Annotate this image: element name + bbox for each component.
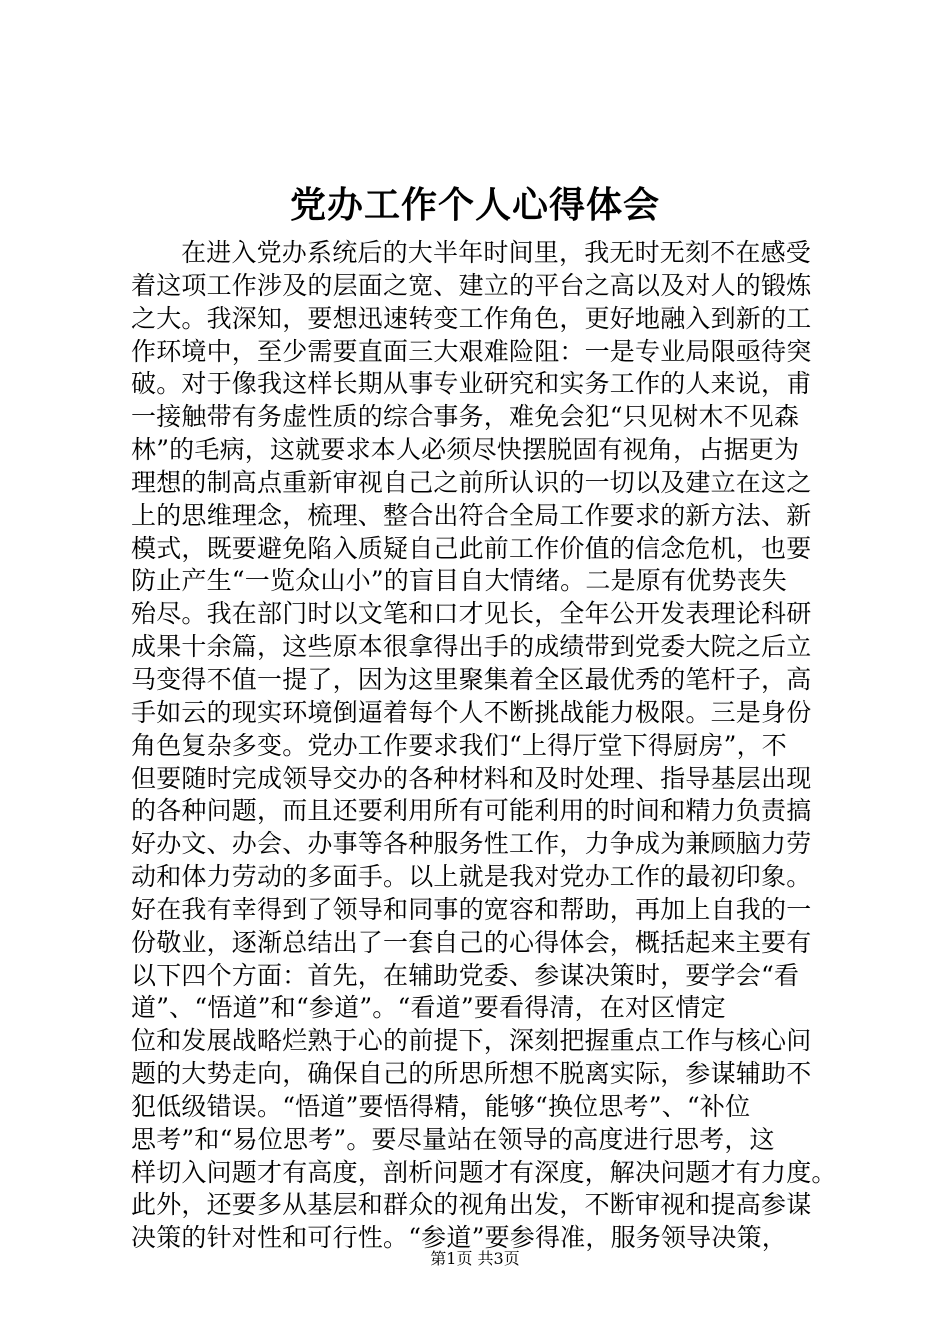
body-line: 动和体力劳动的多面手。以上就是我对党办工作的最初印象。 <box>131 862 812 892</box>
body-line: 殆尽。我在部门时以文笔和口才见长，全年公开发表理论科研 <box>131 599 812 629</box>
body-line: 手如云的现实环境倒逼着每个人不断挑战能力极限。三是身份 <box>131 697 812 727</box>
body-line: 此外，还要多从基层和群众的视角出发，不断审视和提高参谋 <box>131 1190 812 1220</box>
page-number-footer: 第1页 共3页 <box>430 1249 520 1268</box>
body-line: 题的大势走向，确保自己的所思所想不脱离实际，参谋辅助不 <box>131 1059 812 1089</box>
body-line: 破。对于像我这样长期从事专业研究和实务工作的人来说，甫 <box>131 369 812 399</box>
body-line: 样切入问题才有高度，剖析问题才有深度，解决问题才有力度。 <box>131 1157 837 1187</box>
document-body <box>131 237 837 1255</box>
body-line: 道”、“悟道”和“参道”。“看道”要看得清，在对区情定 <box>131 993 726 1023</box>
body-line: 思考”和“易位思考”。要尽量站在领导的高度进行思考，这 <box>131 1124 775 1154</box>
body-line: 但要随时完成领导交办的各种材料和及时处理、指导基层出现 <box>131 763 812 793</box>
body-line: 一接触带有务虚性质的综合事务，难免会犯“只见树木不见森 <box>131 402 800 432</box>
body-line: 角色复杂多变。党办工作要求我们“上得厅堂下得厨房”，不 <box>131 730 787 760</box>
body-line: 犯低级错误。“悟道”要悟得精，能够“换位思考”、“补位 <box>131 1091 751 1121</box>
document-title: 党办工作个人心得体会 <box>289 185 660 226</box>
body-line: 马变得不值一提了，因为这里聚集着全区最优秀的笔杆子，高 <box>131 664 812 694</box>
body-line: 模式，既要避免陷入质疑自己此前工作价值的信念危机，也要 <box>131 533 812 563</box>
body-line: 好在我有幸得到了领导和同事的宽容和帮助，再加上自我的一 <box>131 894 812 924</box>
body-line: 的各种问题，而且还要利用所有可能利用的时间和精力负责搞 <box>131 796 812 826</box>
body-line: 决策的针对性和可行性。“参道”要参得准，服务领导决策， <box>131 1223 787 1253</box>
body-line: 上的思维理念，梳理、整合出符合全局工作要求的新方法、新 <box>131 500 812 530</box>
body-line: 好办文、办会、办事等各种服务性工作，力争成为兼顾脑力劳 <box>131 829 812 859</box>
body-line: 作环境中，至少需要直面三大艰难险阻：一是专业局限亟待突 <box>131 336 812 366</box>
body-line: 位和发展战略烂熟于心的前提下，深刻把握重点工作与核心问 <box>131 1026 812 1056</box>
body-line: 之大。我深知，要想迅速转变工作角色，更好地融入到新的工 <box>131 303 812 333</box>
body-line: 着这项工作涉及的层面之宽、建立的平台之高以及对人的锻炼 <box>131 270 812 300</box>
body-line: 林”的毛病，这就要求本人必须尽快摆脱固有视角，占据更为 <box>131 435 800 465</box>
body-line: 防止产生“一览众山小”的盲目自大情绪。二是原有优势丧失 <box>131 566 787 596</box>
body-line: 份敬业，逐渐总结出了一套自己的心得体会，概括起来主要有 <box>131 927 812 957</box>
body-line: 在进入党办系统后的大半年时间里，我无时无刻不在感受 <box>181 238 812 267</box>
body-line: 理想的制高点重新审视自己之前所认识的一切以及建立在这之 <box>131 467 812 497</box>
body-line: 以下四个方面：首先，在辅助党委、参谋决策时，要学会“看 <box>131 960 800 990</box>
body-line: 成果十余篇，这些原本很拿得出手的成绩带到党委大院之后立 <box>131 632 812 662</box>
